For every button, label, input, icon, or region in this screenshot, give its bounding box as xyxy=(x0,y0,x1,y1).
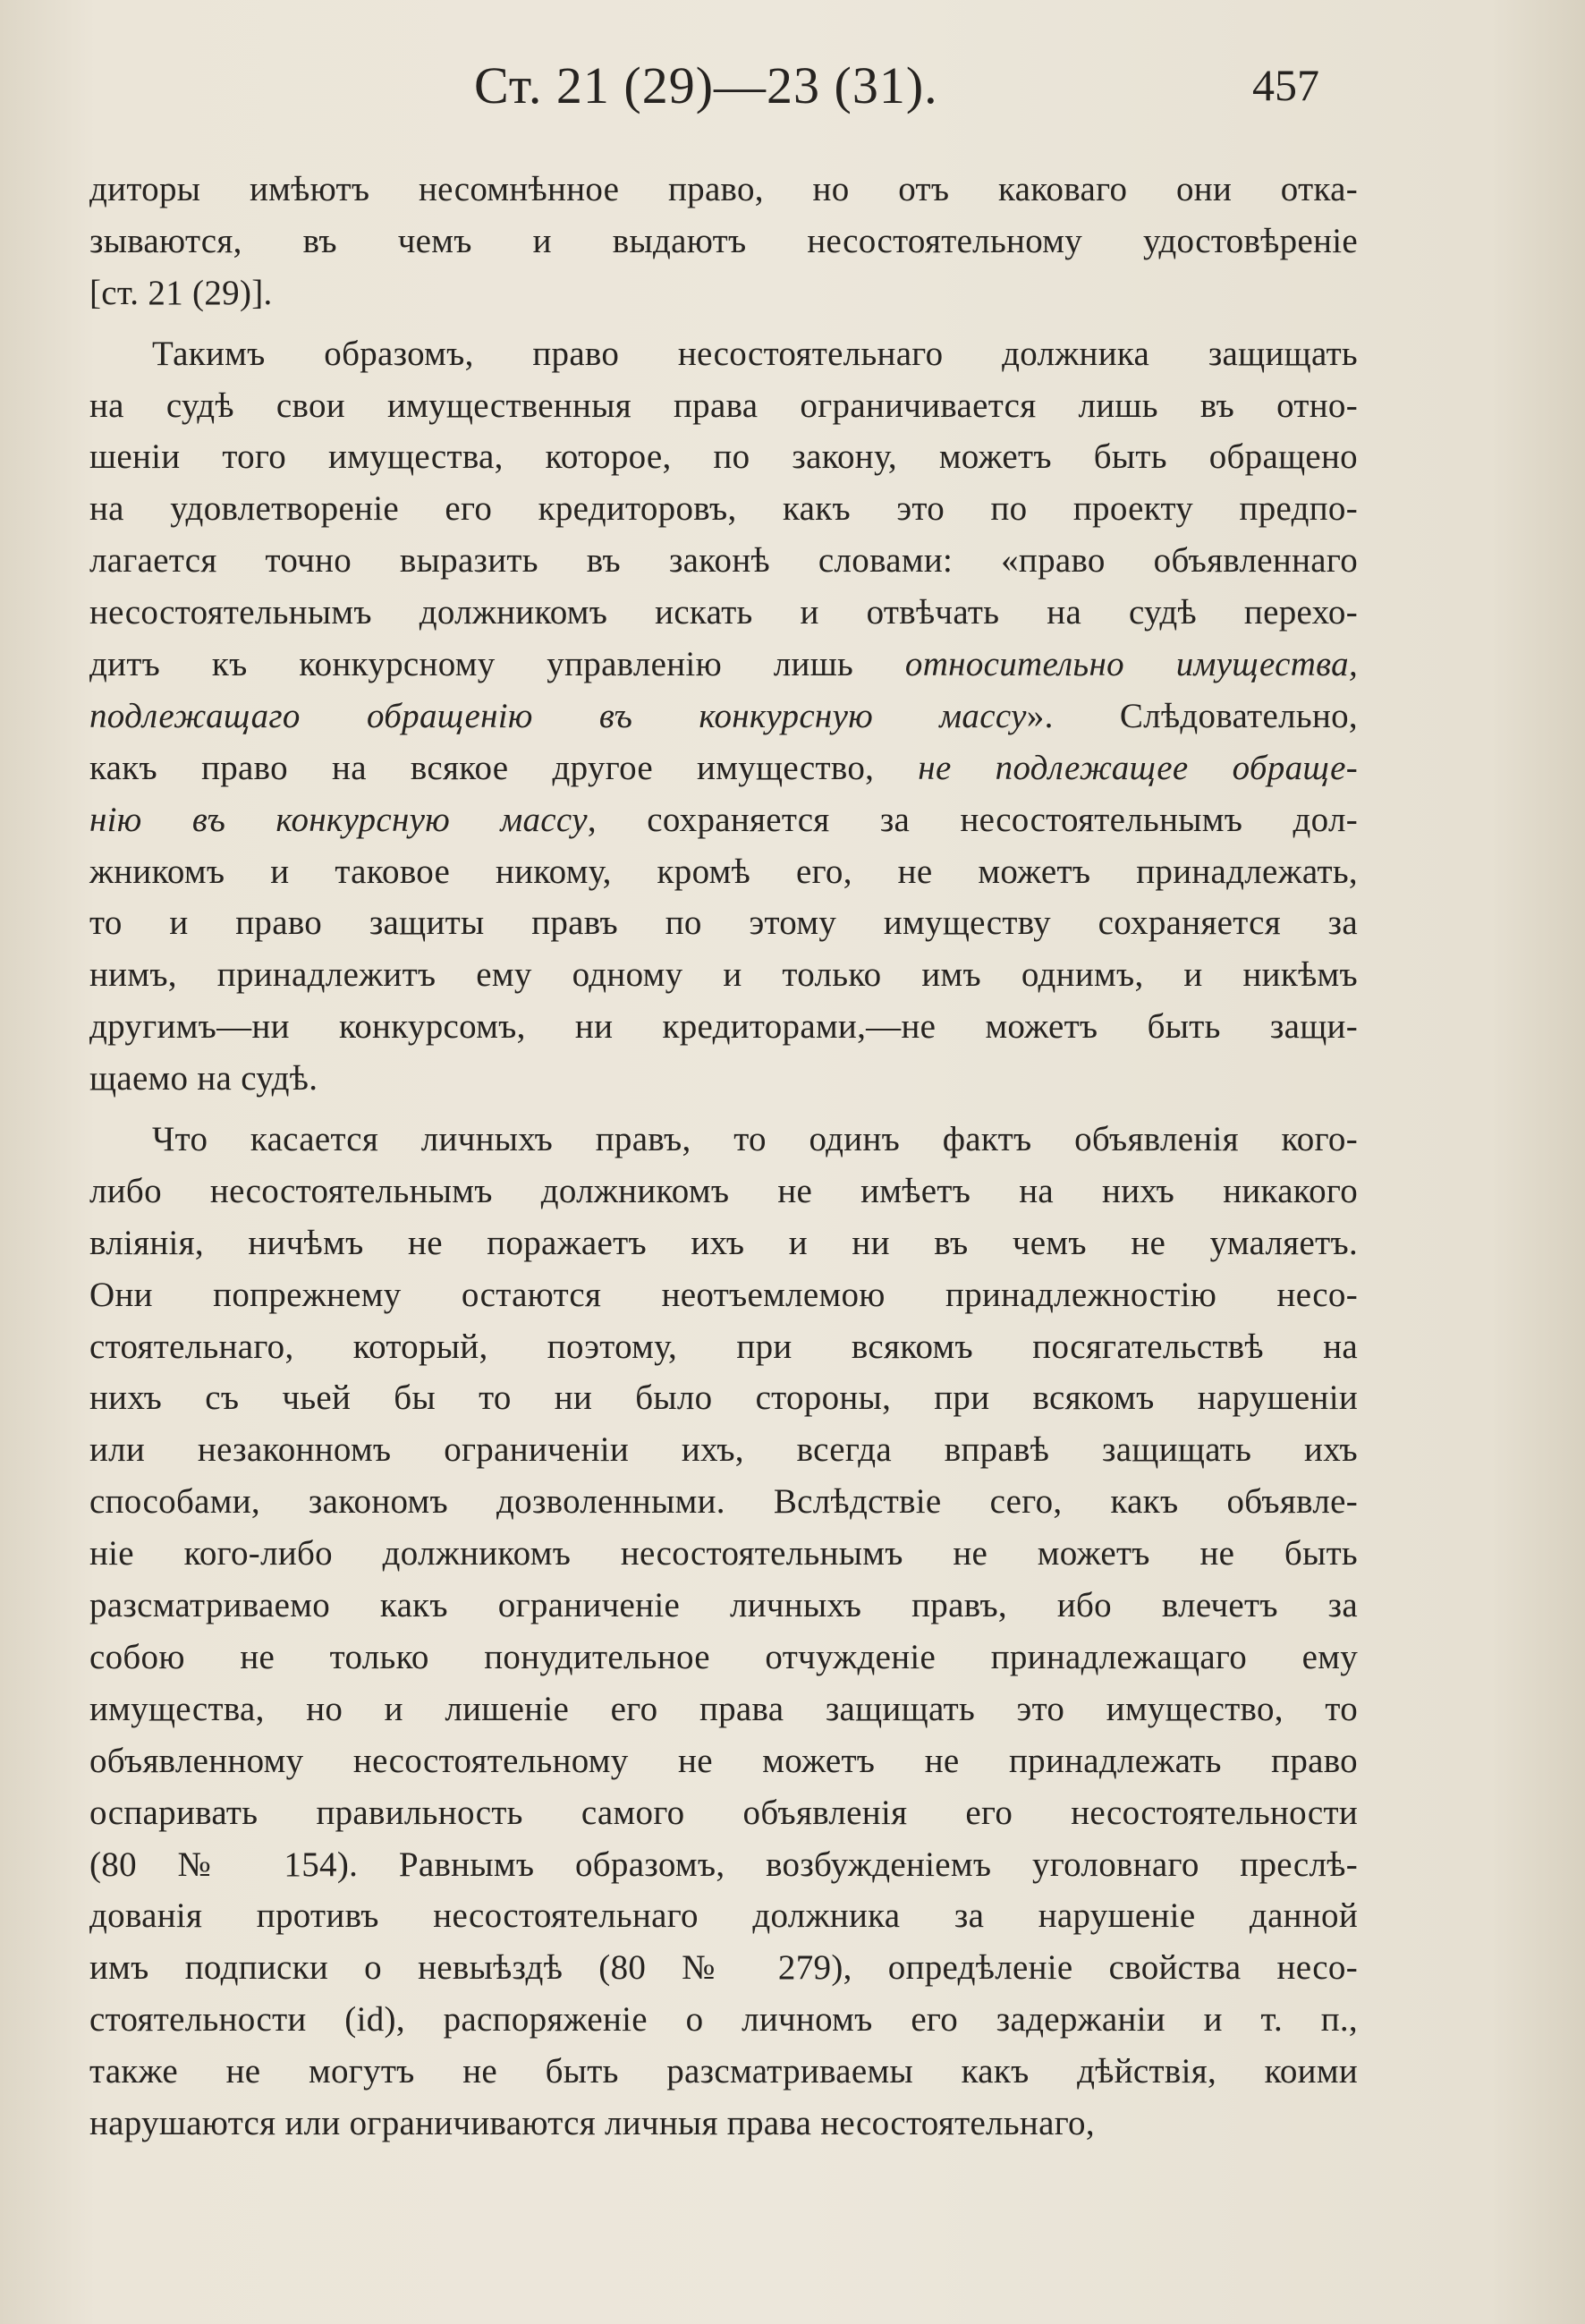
paragraph xyxy=(89,328,1358,1105)
text-run: Они попрежнему остаются неотъемлемою принадлежностію несо- xyxy=(89,1275,1358,1314)
text-line xyxy=(89,1632,1358,1684)
text-line xyxy=(89,794,1358,846)
text-line xyxy=(89,1580,1358,1632)
text-run: Что касается личныхъ правъ, то одинъ фактъ объявленія кого- xyxy=(152,1120,1358,1159)
text-line xyxy=(89,1994,1358,2046)
text-line xyxy=(89,691,1358,742)
text-run: разсматриваемо какъ ограниченіе личныхъ правъ, ибо влечетъ за xyxy=(89,1586,1358,1625)
text-run: какъ право на всякое другое имущество, xyxy=(89,748,919,787)
text-line xyxy=(89,1424,1358,1476)
text-line xyxy=(89,535,1358,587)
text-run: способами, закономъ дозволенными. Вслѣдствіе сего, какъ объявле- xyxy=(89,1482,1358,1522)
text-run: на удовлетвореніе его кредиторовъ, какъ это по проекту предпо- xyxy=(89,489,1358,529)
text-line xyxy=(89,1476,1358,1528)
text-run: ». Слѣдовательно, xyxy=(1026,696,1358,735)
text-run: лагается точно выразить въ законѣ словами: «право объявленнаго xyxy=(89,541,1358,581)
text-run: Такимъ образомъ, право несостоятельнаго должника защищать xyxy=(152,334,1358,373)
text-line xyxy=(89,216,1358,267)
page-number: 457 xyxy=(1252,60,1319,110)
text-line xyxy=(89,1053,1358,1105)
italic-run: не подлежащее обраще- xyxy=(918,748,1359,787)
text-line xyxy=(89,2098,1358,2150)
text-run: имущества, но и лишеніе его права защищать это имущество, то xyxy=(89,1689,1358,1728)
text-run: оспаривать правильность самого объявленія его несостоятельности xyxy=(89,1793,1358,1832)
paragraph xyxy=(89,1114,1358,2150)
text-line xyxy=(89,380,1358,432)
text-run: нихъ съ чьей бы то ни было стороны, при всякомъ нарушеніи xyxy=(89,1378,1358,1418)
text-line xyxy=(89,1372,1358,1424)
text-line xyxy=(89,1890,1358,1942)
text-line xyxy=(89,1735,1358,1787)
text-run: стоятельности (id), распоряженіе о личномъ его задержаніи и т. п., xyxy=(89,2000,1358,2040)
text-line xyxy=(89,1839,1358,1891)
text-line xyxy=(89,949,1358,1001)
text-line xyxy=(89,267,1358,319)
text-line xyxy=(89,1269,1358,1321)
text-line xyxy=(89,897,1358,949)
text-line xyxy=(89,164,1358,216)
text-run: ніе кого-либо должникомъ несостоятельнымъ не можетъ не быть xyxy=(89,1534,1358,1573)
text-run: или незаконномъ ограниченіи ихъ, всегда вправѣ защищать ихъ xyxy=(89,1430,1358,1470)
text-line xyxy=(89,1528,1358,1580)
text-run: , сохраняется за несостоятельнымъ дол- xyxy=(587,800,1359,839)
text-run: [ст. 21 (29)]. xyxy=(89,273,273,312)
text-line xyxy=(89,1001,1358,1053)
text-line xyxy=(89,639,1358,691)
italic-run: относительно имущества, xyxy=(904,645,1358,684)
text-line xyxy=(89,2046,1358,2098)
text-run: шеніи того имущества, которое, по закону, можетъ быть обращено xyxy=(89,437,1358,477)
paragraph xyxy=(89,164,1358,319)
text-run: имъ подписки о невыѣздѣ (80 № 279), опредѣленіе свойства несо- xyxy=(89,1948,1358,1988)
text-run: другимъ—ни конкурсомъ, ни кредиторами,—не можетъ быть защи- xyxy=(89,1007,1358,1047)
text-line xyxy=(89,328,1358,380)
italic-run: нію въ конкурсную массу xyxy=(89,800,588,839)
text-run: зываются, въ чемъ и выдаютъ несостоятельному удостовѣреніе xyxy=(89,221,1358,260)
body-text xyxy=(89,164,1358,2150)
text-run: нимъ, принадлежитъ ему одному и только имъ однимъ, и никѣмъ xyxy=(89,955,1358,995)
text-line xyxy=(89,1321,1358,1373)
text-run: нарушаются или ограничиваются личныя права несостоятельнаго, xyxy=(89,2103,1095,2142)
text-line xyxy=(89,431,1358,483)
text-run: дованія противъ несостоятельнаго должника за нарушеніе данной xyxy=(89,1896,1358,1936)
running-head xyxy=(89,55,1342,127)
text-run: дитъ къ конкурсному управленію лишь xyxy=(89,645,905,684)
text-run: диторы имѣютъ несомнѣнное право, но отъ каковаго они отка- xyxy=(89,170,1358,208)
text-line xyxy=(89,1166,1358,1217)
text-line xyxy=(89,1787,1358,1839)
text-run: жникомъ и таковое никому, кромѣ его, не можетъ принадлежать, xyxy=(89,852,1358,891)
text-line xyxy=(89,742,1358,794)
text-line xyxy=(89,1114,1358,1166)
paragraph-gap xyxy=(89,1105,1358,1114)
text-line xyxy=(89,1942,1358,1994)
text-line xyxy=(89,846,1358,898)
text-run: щаемо на судѣ. xyxy=(89,1059,318,1098)
text-run: собою не только понудительное отчужденіе принадлежащаго ему xyxy=(89,1637,1358,1676)
running-title: Ст. 21 (29)—23 (31). xyxy=(474,56,938,115)
text-run: либо несостоятельнымъ должникомъ не имѣетъ на нихъ никакого xyxy=(89,1171,1358,1210)
text-run: то и право защиты правъ по этому имуществу сохраняется за xyxy=(89,903,1358,943)
text-run: вліянія, ничѣмъ не поражаетъ ихъ и ни въ чемъ не умаляетъ. xyxy=(89,1223,1358,1262)
text-run: также не могутъ не быть разсматриваемы какъ дѣйствія, коими xyxy=(89,2052,1358,2091)
text-line xyxy=(89,587,1358,639)
text-line xyxy=(89,1217,1358,1269)
text-run: объявленному несостоятельному не можетъ не принадлежать право xyxy=(89,1741,1358,1780)
text-run: несостоятельнымъ должникомъ искать и отвѣчать на судѣ перехо- xyxy=(89,593,1358,632)
italic-run: подлежащаго обращенію въ конкурсную массу xyxy=(89,696,1027,735)
text-run: стоятельнаго, который, поэтому, при всякомъ посягательствѣ на xyxy=(89,1327,1358,1366)
text-line xyxy=(89,1684,1358,1735)
text-line xyxy=(89,483,1358,535)
text-run: (80 № 154). Равнымъ образомъ, возбужденіемъ уголовнаго преслѣ- xyxy=(89,1845,1358,1884)
paragraph-gap xyxy=(89,319,1358,328)
text-run: на судѣ свои имущественныя права ограничивается лишь въ отно- xyxy=(89,386,1358,425)
